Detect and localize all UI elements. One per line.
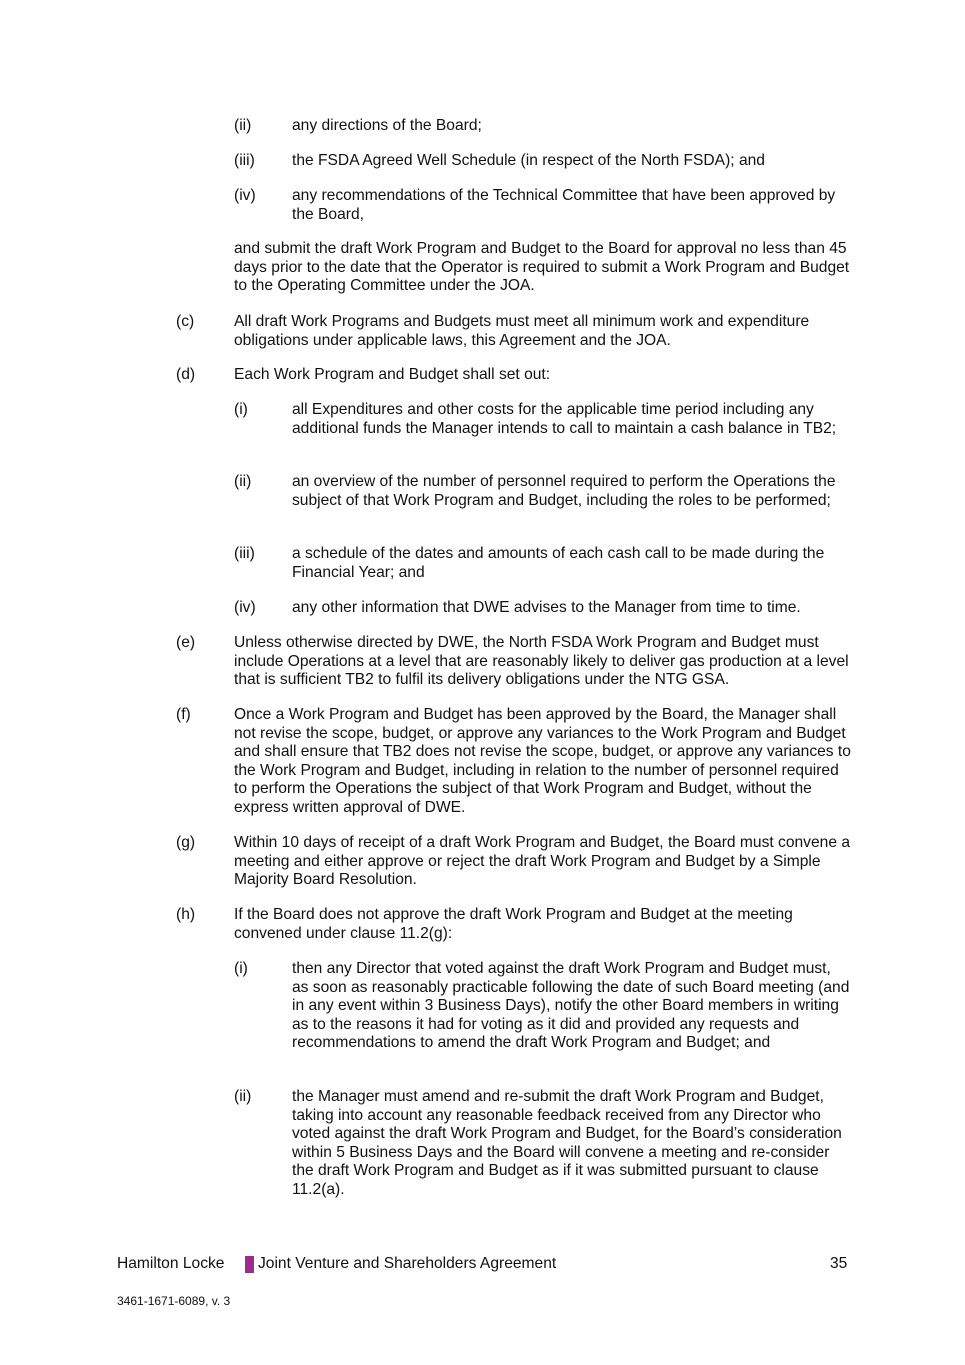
footer-firm-name: Hamilton Locke [117, 1255, 225, 1272]
footer-accent-bar [245, 1256, 254, 1273]
footer-document-title: Joint Venture and Shareholders Agreement [258, 1255, 557, 1272]
clause-number: (f) [176, 706, 191, 723]
clause-text: All draft Work Programs and Budgets must meet all minimum work and expenditure obligations under applicable laws, this Agreement and the JOA. [234, 313, 810, 349]
clause-text: the Manager must amend and re-submit the draft Work Program and Budget, taking into account any reasonable feedback received from any Director who voted against the draft Work Program and Budget, for the Board’s consideration within 5 Business Days and the Board will convene a meeting and re-consider the draft Work Program and Budget as if it was submitted pursuant to clause 11.2(a). [292, 1088, 842, 1198]
document-id: 3461-1671-6089, v. 3 [117, 1294, 231, 1308]
clause-number: (iii) [234, 152, 255, 169]
clause-text: any other information that DWE advises to the Manager from time to time. [292, 599, 801, 616]
clause-number: (i) [234, 401, 248, 418]
clause-text: all Expenditures and other costs for the applicable time period including any additional funds the Manager intends to call to maintain a cash balance in TB2; [292, 401, 837, 437]
clause-text: Once a Work Program and Budget has been approved by the Board, the Manager shall not revise the scope, budget, or approve any variances to the Work Program and Budget and shall ensure that TB2 does not revise the scope, budget, or approve any variances to the Work Program and Budget, including in relation to the number of personnel required to perform the Operations the subject of that Work Program and Budget, without the express written approval of DWE. [234, 706, 851, 816]
clause-text: Within 10 days of receipt of a draft Work Program and Budget, the Board must convene a meeting and either approve or reject the draft Work Program and Budget by a Simple Majority Board Resolution. [234, 834, 850, 889]
clause-number: (g) [176, 834, 196, 851]
clause-number: (ii) [234, 117, 252, 134]
clause-number: (iv) [234, 599, 256, 616]
clause-number: (ii) [234, 473, 252, 490]
clause-text: If the Board does not approve the draft Work Program and Budget at the meeting convened under clause 11.2(g): [234, 906, 793, 942]
clause-text: any directions of the Board; [292, 117, 482, 134]
clause-number: (ii) [234, 1088, 252, 1105]
clause-text: Each Work Program and Budget shall set out: [234, 366, 551, 383]
clause-text: Unless otherwise directed by DWE, the North FSDA Work Program and Budget must include Operations at a level that are reasonably likely to deliver gas production at a level that is sufficient TB2 to fulfil its delivery obligations under the NTG GSA. [234, 634, 849, 689]
clause-text: then any Director that voted against the draft Work Program and Budget must, as soon as reasonably practicable following the date of such Board meeting (and in any event within 3 Business Days), notify the other Board members in writing as to the reasons it had for voting as it did and provided any requests and recommendations to amend the draft Work Program and Budget; and [292, 960, 850, 1052]
clause-number: (h) [176, 906, 196, 923]
clause-number: (iv) [234, 187, 256, 204]
clause-text: a schedule of the dates and amounts of each cash call to be made during the Financial Year; and [292, 545, 825, 581]
clause-number: (e) [176, 634, 196, 651]
clause-number: (c) [176, 313, 195, 330]
clause-text: the FSDA Agreed Well Schedule (in respect of the North FSDA); and [292, 152, 765, 169]
clause-number: (iii) [234, 545, 255, 562]
clause-number: (d) [176, 366, 196, 383]
clause-b-tail: and submit the draft Work Program and Budget to the Board for approval no less than 45 days prior to the date that the Operator is required to submit a Work Program and Budget to the Operating Committee under the JOA. [234, 240, 850, 295]
footer-page-number: 35 [830, 1255, 848, 1272]
clause-number: (i) [234, 960, 248, 977]
clause-text: an overview of the number of personnel required to perform the Operations the subject of that Work Program and Budget, including the roles to be performed; [292, 473, 836, 509]
clause-text: any recommendations of the Technical Committee that have been approved by the Board, [292, 187, 836, 223]
